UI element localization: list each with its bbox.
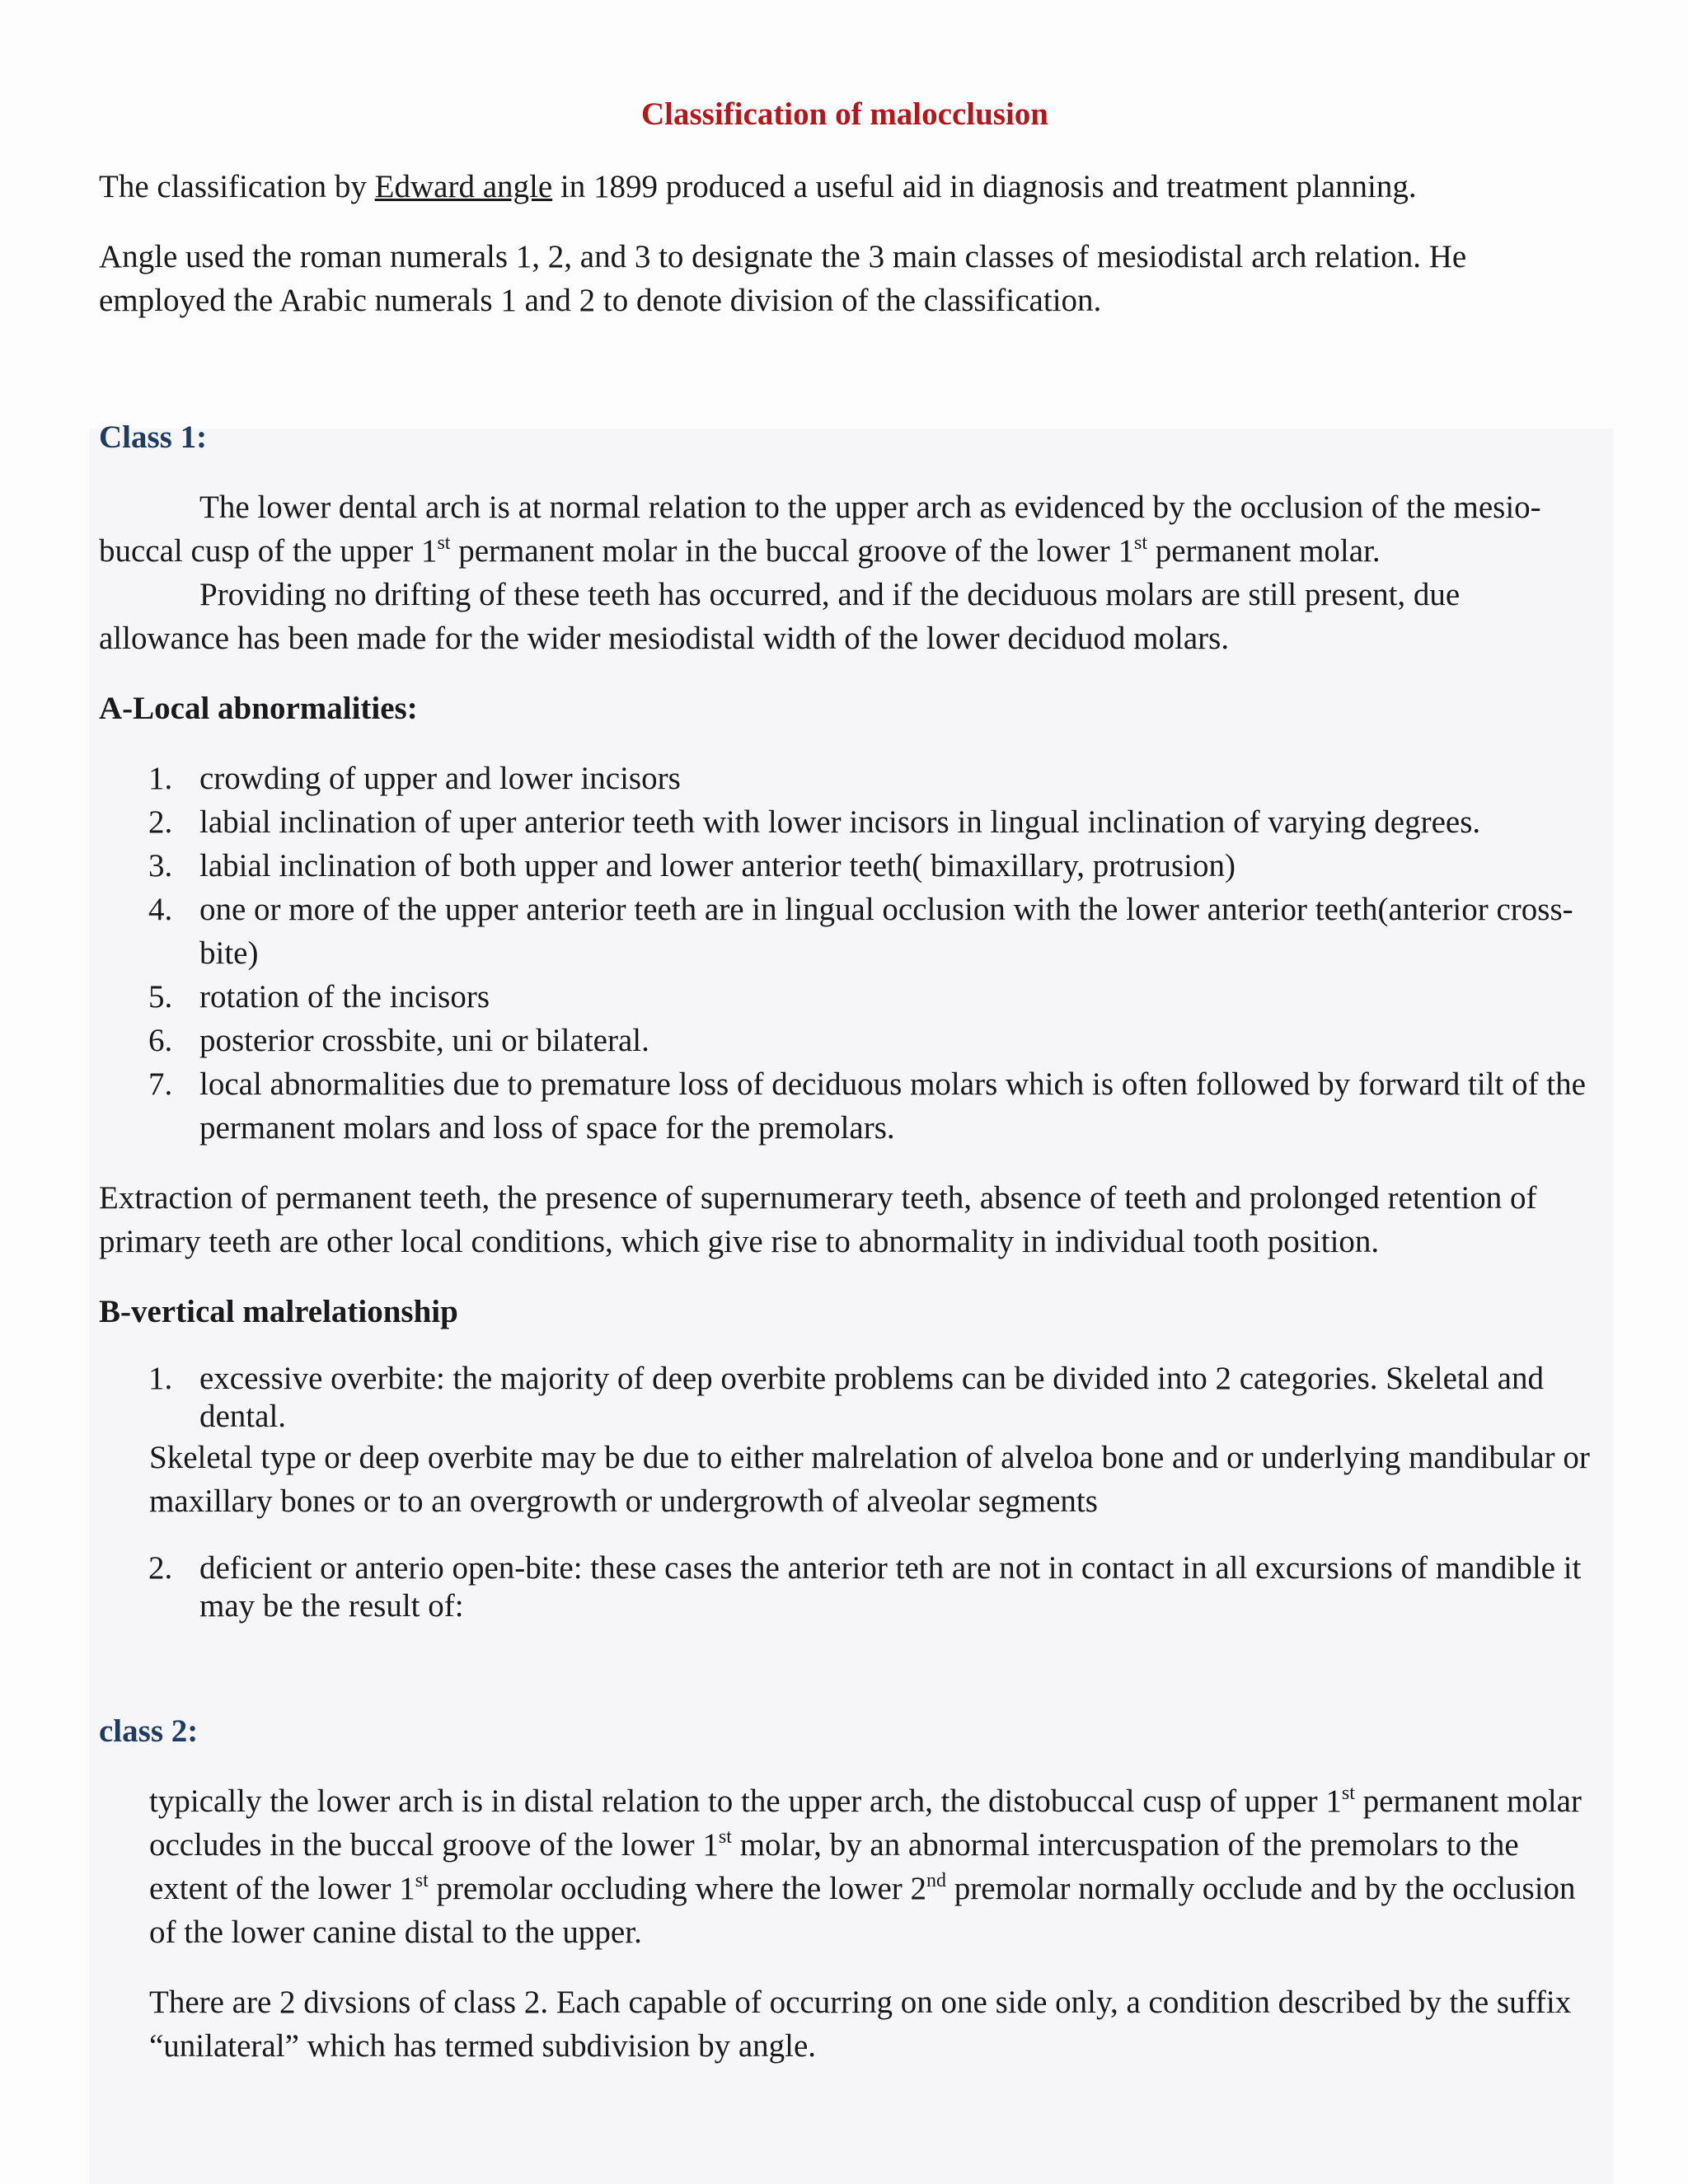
list-item — [99, 1360, 1591, 1436]
class-2-paragraph-1 — [99, 1779, 1591, 1954]
list-item — [99, 757, 1591, 800]
list-number: 1. — [148, 1361, 173, 1396]
intro-text-before: The classification by — [99, 169, 375, 204]
list-number: 6. — [148, 1023, 173, 1058]
class-1-paragraph-1 — [99, 485, 1591, 573]
list-number: 5. — [148, 979, 173, 1015]
document-body — [99, 92, 1591, 2068]
list-item — [99, 844, 1591, 888]
list-item — [99, 1019, 1591, 1062]
list-item-text: deficient or anterio open-bite: these cases the anterior teth are not in contact in all excursions of mandible it may be the result of: — [199, 1550, 1582, 1624]
list-item — [99, 1062, 1591, 1150]
class-2-p1-text-b: permanent molar occludes in the buccal groove of the lower 1 — [149, 1783, 1582, 1863]
intro-paragraph-2: Angle used the roman numerals 1, 2, and 3 to designate the 3 main classes of mesiodistal arch relation. He employed the Arabic numerals 1 and 2 to denote division of the classification. — [99, 239, 1467, 318]
intro-paragraph-1 — [99, 165, 1591, 209]
list-number: 4. — [148, 892, 173, 927]
ordinal-suffix: nd — [926, 1870, 947, 1891]
class-1-heading: Class 1: — [99, 419, 208, 455]
list-number: 2. — [148, 804, 173, 840]
list-item — [99, 800, 1591, 844]
list-item-text: labial inclination of both upper and lower anterior teeth( bimaxillary, protrusion) — [199, 848, 1236, 883]
list-item — [99, 1549, 1591, 1625]
class-2-p1-text-a: typically the lower arch is in distal relation to the upper arch, the distobuccal cusp of upper 1 — [149, 1783, 1342, 1819]
local-abnormalities-heading: A-Local abnormalities: — [99, 691, 418, 726]
list-number: 3. — [148, 848, 173, 883]
class-1-p1-text-a: The lower dental arch is at normal relation to the upper arch as evidenced by the occlusion of the mesio-buccal cusp of the upper 1 — [99, 490, 1541, 569]
vertical-list-part-1 — [99, 1360, 1591, 1436]
class-1-paragraph-2: Providing no drifting of these teeth has occurred, and if the deciduous molars are still present, due allowance has been made for the wider mesiodistal width of the lower deciduod molars. — [99, 577, 1461, 656]
list-item-text: local abnormalities due to premature loss of deciduous molars which is often followed by forward tilt of the permanent molars and loss of space for the premolars. — [199, 1066, 1586, 1146]
list-number: 7. — [148, 1066, 173, 1102]
list-item-text: excessive overbite: the majority of deep overbite problems can be divided into 2 categories. Skeletal and dental. — [199, 1361, 1544, 1434]
ordinal-suffix: st — [437, 532, 451, 554]
ordinal-suffix: st — [1341, 1783, 1355, 1804]
edward-angle-link[interactable]: Edward angle — [374, 169, 553, 204]
list-item-text: one or more of the upper anterior teeth are in lingual occlusion with the lower anterior teeth(anterior cross-bite) — [199, 892, 1573, 971]
local-abnormalities-list — [99, 757, 1591, 1150]
skeletal-paragraph: Skeletal type or deep overbite may be due to either malrelation of alveloa bone and or underlying mandibular or maxillary bones or to an overgrowth or undergrowth of alveolar segments — [149, 1440, 1590, 1519]
ordinal-suffix: st — [718, 1826, 732, 1848]
ordinal-suffix: st — [1133, 532, 1147, 554]
class-1-p1-text-b: permanent molar in the buccal groove of the lower 1 — [450, 533, 1134, 569]
list-item-text: crowding of upper and lower incisors — [199, 761, 681, 796]
list-item-text: posterior crossbite, uni or bilateral. — [199, 1023, 649, 1058]
list-number: 1. — [148, 761, 173, 796]
class-2-p1-text-e: premolar normally occlude and by the occlusion of the lower canine distal to the upper. — [149, 1871, 1576, 1950]
list-item — [99, 975, 1591, 1019]
list-number: 2. — [148, 1550, 173, 1586]
class-2-p1-text-c: molar, by an abnormal intercuspation of the premolars to the extent of the lower 1 — [149, 1827, 1519, 1906]
extraction-paragraph: Extraction of permanent teeth, the presence of supernumerary teeth, absence of teeth and prolonged retention of primary teeth are other local conditions, which give rise to abnormality in individual tooth position. — [99, 1180, 1537, 1259]
class-1-p1-text-c: permanent molar. — [1147, 533, 1381, 569]
class-2-p1-text-d: premolar occluding where the lower 2 — [428, 1871, 927, 1906]
vertical-list-part-2 — [99, 1549, 1591, 1625]
document-title: Classification of malocclusion — [641, 96, 1048, 132]
vertical-malrelationship-heading: B-vertical malrelationship — [99, 1294, 458, 1329]
class-2-heading: class 2: — [99, 1713, 199, 1749]
intro-text-after: in 1899 produced a useful aid in diagnosis and treatment planning. — [552, 169, 1417, 204]
list-item-text: labial inclination of uper anterior teeth with lower incisors in lingual inclination of varying degrees. — [199, 804, 1481, 840]
list-item-text: rotation of the incisors — [199, 979, 490, 1015]
list-item — [99, 888, 1591, 975]
class-2-paragraph-2: There are 2 divsions of class 2. Each capable of occurring on one side only, a condition described by the suffix “unilateral” which has termed subdivision by angle. — [149, 1985, 1572, 2064]
ordinal-suffix: st — [415, 1870, 429, 1891]
